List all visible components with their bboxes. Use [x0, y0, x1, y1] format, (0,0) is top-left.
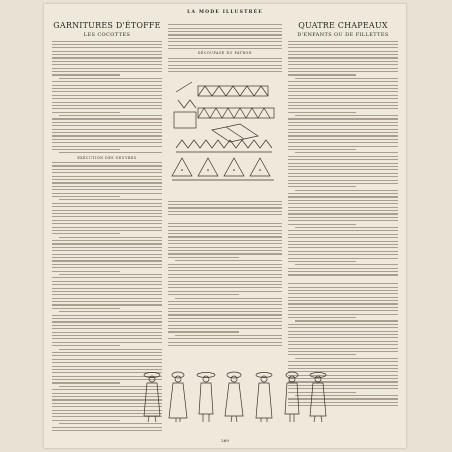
text-line	[59, 199, 162, 200]
text-line	[288, 74, 356, 75]
text-line	[52, 355, 162, 356]
text-line	[288, 159, 398, 160]
text-line	[288, 163, 398, 164]
text-line	[288, 287, 398, 288]
text-line	[288, 200, 398, 201]
text-line	[52, 122, 162, 123]
text-line	[52, 321, 162, 322]
text-line	[52, 284, 162, 285]
text-line	[52, 230, 162, 231]
text-line	[168, 321, 282, 322]
text-line	[168, 328, 282, 329]
text-line	[288, 149, 356, 150]
text-line	[288, 237, 398, 238]
text-line	[52, 203, 162, 204]
text-line	[288, 135, 398, 136]
text-line	[295, 320, 398, 321]
text-line	[52, 88, 162, 89]
text-line	[52, 85, 162, 86]
text-line	[52, 308, 120, 309]
text-line	[168, 48, 282, 49]
text-line	[52, 162, 162, 163]
text-line	[52, 182, 162, 183]
text-line	[52, 135, 162, 136]
text-line	[295, 358, 398, 359]
text-line	[168, 294, 239, 295]
text-line	[52, 112, 120, 113]
text-line	[288, 176, 398, 177]
text-line	[59, 78, 162, 79]
text-line	[288, 241, 398, 242]
text-line	[168, 24, 282, 25]
text-line	[52, 105, 162, 106]
text-line	[295, 190, 398, 191]
text-line	[288, 324, 398, 325]
text-line	[52, 216, 162, 217]
text-line	[168, 45, 282, 46]
text-line	[52, 250, 162, 251]
text-line	[52, 223, 162, 224]
text-line	[52, 118, 162, 119]
text-line	[168, 38, 282, 39]
right-column	[288, 22, 398, 409]
text-line	[288, 334, 398, 335]
text-line	[288, 129, 398, 130]
text-line	[168, 277, 282, 278]
text-line	[52, 108, 162, 109]
text-line	[52, 328, 162, 329]
text-line	[168, 267, 282, 268]
text-line	[168, 325, 282, 326]
pattern-drawing-icon	[168, 78, 282, 198]
text-line	[168, 240, 282, 241]
text-line	[52, 61, 162, 62]
text-line	[288, 337, 398, 338]
text-line	[52, 193, 162, 194]
text-line	[52, 51, 162, 52]
text-line	[52, 129, 162, 130]
text-line	[288, 122, 398, 123]
text-line	[288, 61, 398, 62]
text-line	[52, 57, 162, 58]
text-line	[52, 335, 162, 336]
text-line	[288, 307, 398, 308]
text-line	[52, 91, 162, 92]
text-line	[52, 318, 162, 319]
text-line	[288, 220, 398, 221]
text-line	[52, 382, 120, 383]
text-line	[288, 71, 398, 72]
text-line	[288, 261, 356, 262]
text-line	[168, 318, 282, 319]
text-line	[288, 254, 398, 255]
dressed-figures-icon	[136, 370, 336, 424]
text-line	[288, 112, 356, 113]
text-line	[288, 139, 398, 140]
text-line	[288, 68, 398, 69]
text-line	[168, 274, 282, 275]
text-line	[52, 427, 162, 428]
text-line	[52, 338, 162, 339]
text-line	[52, 210, 162, 211]
text-line	[168, 58, 282, 59]
text-line	[288, 303, 398, 304]
text-line	[59, 115, 162, 116]
text-line	[288, 348, 398, 349]
text-line	[52, 267, 162, 268]
text-line	[52, 315, 162, 316]
text-line	[168, 223, 282, 224]
text-line	[288, 354, 356, 355]
text-line	[288, 51, 398, 52]
text-line	[168, 345, 282, 346]
text-line	[52, 342, 162, 343]
text-line	[288, 271, 398, 272]
left-article-subtitle: LES COCOTTES	[83, 31, 131, 38]
text-line	[288, 88, 398, 89]
text-line	[168, 236, 282, 237]
text-line	[168, 264, 282, 265]
text-line	[288, 81, 398, 82]
text-line	[168, 201, 282, 202]
text-line	[168, 61, 282, 62]
text-line	[288, 234, 398, 235]
text-line	[288, 268, 398, 269]
text-line	[52, 172, 162, 173]
text-line	[168, 311, 282, 312]
text-line	[52, 81, 162, 82]
cocotte-pattern-illustration	[168, 78, 282, 198]
text-line	[52, 179, 162, 180]
text-line	[288, 314, 398, 315]
left-section-heading: EXÉCUTION DES OEUVRES	[77, 155, 137, 160]
text-line	[168, 230, 282, 231]
text-line	[288, 146, 398, 147]
text-line	[168, 41, 282, 42]
text-line	[52, 71, 162, 72]
text-line	[52, 345, 120, 346]
right-article-subtitle: D'ENFANTS OU DE FILLETTES	[297, 31, 389, 38]
text-line	[168, 253, 282, 254]
text-line	[52, 352, 162, 353]
text-line	[288, 244, 398, 245]
text-line	[59, 152, 162, 153]
text-line	[168, 204, 282, 205]
right-body-text-1	[288, 41, 398, 276]
text-line	[52, 359, 162, 360]
text-line	[52, 142, 162, 143]
text-line	[52, 227, 162, 228]
text-line	[288, 102, 398, 103]
text-line	[52, 74, 120, 75]
text-line	[52, 68, 162, 69]
text-line	[288, 57, 398, 58]
text-line	[288, 207, 398, 208]
text-line	[288, 54, 398, 55]
text-line	[168, 287, 282, 288]
text-line	[288, 98, 398, 99]
text-line	[288, 213, 398, 214]
text-line	[52, 196, 120, 197]
text-line	[288, 224, 356, 225]
text-line	[168, 211, 282, 212]
text-line	[52, 264, 162, 265]
text-line	[288, 166, 398, 167]
text-line	[168, 71, 282, 72]
text-line	[295, 78, 398, 79]
text-line	[59, 311, 162, 312]
text-line	[52, 325, 162, 326]
text-line	[168, 65, 282, 66]
text-line	[175, 335, 282, 336]
text-line	[288, 193, 398, 194]
text-line	[52, 281, 162, 282]
text-line	[168, 31, 282, 32]
text-line	[59, 349, 162, 350]
figure-caption	[168, 201, 282, 216]
text-line	[288, 142, 398, 143]
text-line	[52, 44, 162, 45]
text-line	[288, 169, 398, 170]
text-line	[168, 304, 282, 305]
text-line	[168, 301, 282, 302]
text-line	[288, 173, 398, 174]
text-line	[168, 314, 282, 315]
text-line	[168, 308, 282, 309]
text-line	[288, 361, 398, 362]
text-line	[168, 207, 282, 208]
text-line	[288, 300, 398, 301]
text-line	[168, 250, 282, 251]
text-line	[288, 293, 398, 294]
text-line	[168, 291, 282, 292]
text-line	[288, 91, 398, 92]
text-line	[52, 277, 162, 278]
text-line	[288, 210, 398, 211]
middle-section-heading: DÉCOUPAGE DU PATRON	[197, 51, 253, 56]
text-line	[52, 169, 162, 170]
text-line	[52, 41, 162, 42]
middle-column	[168, 22, 282, 348]
text-line	[288, 297, 398, 298]
text-line	[52, 132, 162, 133]
text-line	[52, 240, 162, 241]
text-line	[288, 132, 398, 133]
text-line	[288, 251, 398, 252]
text-line	[168, 226, 282, 227]
text-line	[288, 125, 398, 126]
text-line	[288, 85, 398, 86]
text-line	[288, 64, 398, 65]
text-line	[288, 258, 398, 259]
text-line	[168, 342, 282, 343]
text-line	[288, 365, 398, 366]
text-line	[288, 331, 398, 332]
text-line	[52, 430, 162, 431]
text-line	[168, 233, 282, 234]
text-line	[288, 247, 398, 248]
text-line	[288, 327, 398, 328]
text-line	[52, 271, 120, 272]
right-article-title: QUATRE CHAPEAUX	[298, 21, 388, 30]
text-line	[52, 95, 162, 96]
text-line	[295, 152, 398, 153]
text-line	[288, 283, 398, 284]
text-line	[168, 257, 239, 258]
page-number: 269	[221, 438, 229, 443]
middle-body-text-2	[168, 58, 282, 73]
text-line	[288, 183, 398, 184]
text-line	[288, 203, 398, 204]
text-line	[52, 149, 120, 150]
text-line	[295, 227, 398, 228]
text-line	[288, 274, 398, 275]
text-line	[52, 254, 162, 255]
text-line	[52, 233, 120, 234]
text-line	[52, 291, 162, 292]
text-line	[288, 317, 356, 318]
text-line	[52, 139, 162, 140]
text-line	[52, 64, 162, 65]
text-line	[288, 47, 398, 48]
text-line	[168, 68, 282, 69]
text-line	[288, 290, 398, 291]
text-line	[175, 298, 282, 299]
text-line	[52, 332, 162, 333]
text-line	[52, 165, 162, 166]
text-line	[52, 298, 162, 299]
text-line	[52, 189, 162, 190]
text-line	[288, 310, 398, 311]
text-line	[168, 34, 282, 35]
text-line	[52, 301, 162, 302]
text-line	[295, 264, 398, 265]
text-line	[52, 176, 162, 177]
text-line	[288, 196, 398, 197]
masthead: LA MODE ILLUSTRÉE	[187, 10, 263, 15]
text-line	[59, 237, 162, 238]
text-line	[52, 102, 162, 103]
text-line	[52, 125, 162, 126]
text-line	[288, 95, 398, 96]
text-line	[59, 274, 162, 275]
text-line	[52, 420, 120, 421]
text-line	[168, 214, 282, 215]
text-line	[288, 108, 398, 109]
text-line	[52, 247, 162, 248]
text-line	[288, 351, 398, 352]
left-body-text-1	[52, 41, 162, 154]
text-line	[52, 362, 162, 363]
text-line	[175, 260, 282, 261]
text-line	[295, 115, 398, 116]
text-line	[168, 338, 282, 339]
middle-body-text-1	[168, 24, 282, 49]
text-line	[52, 146, 162, 147]
text-line	[168, 28, 282, 29]
middle-body-text-3	[168, 223, 282, 346]
text-line	[288, 44, 398, 45]
text-line	[52, 366, 162, 367]
text-line	[168, 331, 239, 332]
text-line	[52, 98, 162, 99]
text-line	[168, 247, 282, 248]
text-line	[288, 180, 398, 181]
text-line	[52, 288, 162, 289]
text-line	[288, 368, 398, 369]
text-line	[288, 41, 398, 42]
text-line	[288, 230, 398, 231]
text-line	[288, 341, 398, 342]
text-line	[288, 344, 398, 345]
text-line	[168, 284, 282, 285]
text-line	[288, 105, 398, 106]
text-line	[52, 257, 162, 258]
text-line	[52, 260, 162, 261]
text-line	[288, 156, 398, 157]
text-line	[168, 243, 282, 244]
text-line	[168, 270, 282, 271]
text-line	[52, 186, 162, 187]
magazine-page	[44, 4, 406, 448]
text-line	[288, 217, 398, 218]
text-line	[52, 213, 162, 214]
text-line	[288, 186, 356, 187]
fashion-figures-illustration	[136, 370, 336, 424]
text-line	[52, 47, 162, 48]
text-line	[168, 281, 282, 282]
text-line	[52, 206, 162, 207]
text-line	[52, 294, 162, 295]
left-article-title: GARNITURES D'ÉTOFFE	[53, 21, 161, 30]
text-line	[288, 118, 398, 119]
text-line	[52, 304, 162, 305]
text-line	[52, 54, 162, 55]
text-line	[52, 243, 162, 244]
text-line	[52, 220, 162, 221]
